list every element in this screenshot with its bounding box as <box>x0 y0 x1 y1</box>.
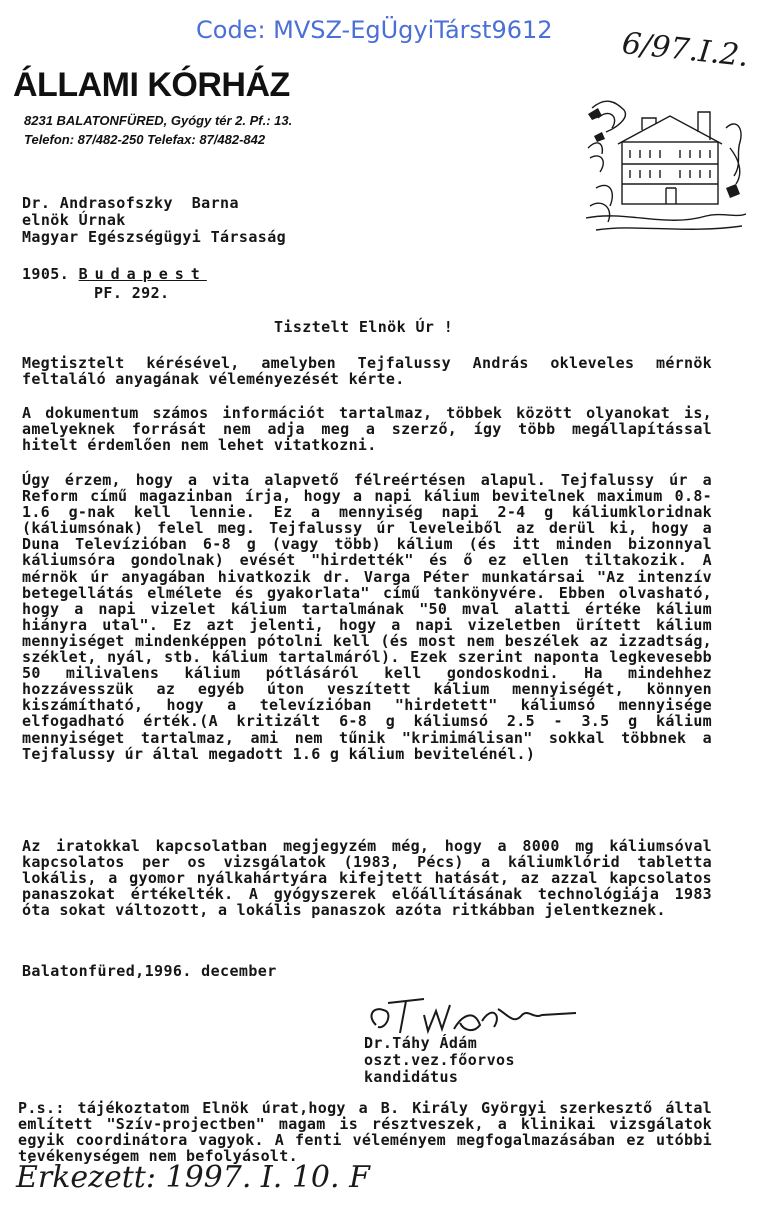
handwritten-received-note: Érkezett: 1997. I. 10. F <box>16 1160 370 1195</box>
paragraph-records: Az iratokkal kapcsolatban megjegyzém még, hogy a 8000 mg káliumsóval kapcsolatos per os vizsgálatok (1983, Pécs) a káliumklórid tabletta lokális, a gyomor nyálkahártyára kifejtett hatását, az azzal kapcsolatos panaszokat értékelték. A gyógyszerek előállításának technológiája 1983 óta sokat változott, a lokális panaszok azóta ritkábban jelentkeznek. <box>22 837 712 920</box>
letterhead-address: 8231 BALATONFÜRED, Gyógy tér 2. Pf.: 13. <box>24 113 293 128</box>
letterhead-phone: Telefon: 87/482-250 Telefax: 87/482-842 <box>24 132 266 147</box>
paragraph-request: Megtisztelt kérésével, amelyben Tejfalussy András okleveles mérnök feltaláló anyagának véleményezését kérte. <box>22 354 712 389</box>
recipient-title: elnök Úrnak <box>22 211 126 229</box>
handwritten-reference: 6/97.I.2. <box>620 26 751 75</box>
place-date: Balatonfüred,1996. december <box>22 962 277 980</box>
signer-position: oszt.vez.főorvos <box>364 1051 515 1069</box>
paragraph-potassium: Úgy érzem, hogy a vita alapvető félreértésen alapul. Tejfalussy úr a Reform című magazinban írja, hogy a napi kálium bevitelnek maximum 0.8-1.6 g-nak kell lennie. Ez a mennyiség napi 2-4 g káliumkloridnak (káliumsónak) felel meg. Tejfalussy úr leveleiből az derül ki, hogy a Duna Televízióban 6-8 g (vagy több) kálium (és itt minden bizonnyal káliumsóra gondolnak) evését "hirdették" és ő ez ellen tiltakozik. A mérnök úr anyagában hivatkozik dr. Varga Péter munkatársai "Az intenzív betegellátás elmélete és gyakorlata" című tankönyvére. Ebben olvasható, hogy a napi vizelet kálium tartalmának "50 mval alatti értéke kálium hiányra utal". Ez azt jelenti, hogy a napi vizeletben ürített kálium mennyiséget mindenképpen pótolni kell (és most nem beszélek az izzadtság, széklet, nyál, stb. kálium tartalmáról). Ezek szerint naponta legkevesebb 50 milivalens kálium pótlásáról kell gondoskodni. Ha mindehhez hozzávesszük az egyéb úton veszített kálium mennyiségét, könnyen kiszámítható, hogy a televízióban "hirdetett" káliumsó mennyisége elfogadható érték.(A kritizált 6-8 g káliumsó 2.5 - 3.5 g kálium mennyiséget tartalmaz, ami nem tűnik "krimimálisan" sokkal többnek a Tejfalussy úr által megadott 1.6 g kálium bevitelénél.) <box>22 471 712 763</box>
recipient-name: Dr. Andrasofszky Barna <box>22 194 239 212</box>
signer-degree: kandidátus <box>364 1068 459 1086</box>
recipient-organization: Magyar Egészségügyi Társaság <box>22 228 287 246</box>
signer-block <box>364 1035 515 1086</box>
signer-name: Dr.Táhy Ádám <box>364 1034 478 1052</box>
recipient-city: Budapest <box>78 265 207 283</box>
postscript: P.s.: tájékoztatom Elnök úrat,hogy a B. Király Györgyi szerkesztő által említett "Szív-projectben" magam is résztveszek, a klinikai vizsgálatok egyik coordinátora vagyok. A fenti véleményem megfogalmazásában ez utóbbi tevékenységem nem befolyásolt. <box>18 1099 712 1166</box>
sanatorium-illustration <box>586 88 746 236</box>
recipient-pobox: PF. 292. <box>94 284 170 302</box>
paragraph-document: A dokumentum számos információt tartalmaz, többek között olyanokat is, amelyeknek forrását nem adja meg a szerző, így több megállapítással hitelt érdemlően nem lehet vitatkozni. <box>22 404 712 455</box>
salutation: Tisztelt Elnök Úr ! <box>274 318 454 336</box>
letterhead-title: ÁLLAMI KÓRHÁZ <box>13 66 290 104</box>
document-code-stamp: Code: MVSZ-EgÜgyiTárst9612 <box>196 16 553 44</box>
recipient-address <box>22 195 286 246</box>
recipient-postcode: 1905. <box>22 265 70 283</box>
recipient-city-line <box>22 265 207 283</box>
